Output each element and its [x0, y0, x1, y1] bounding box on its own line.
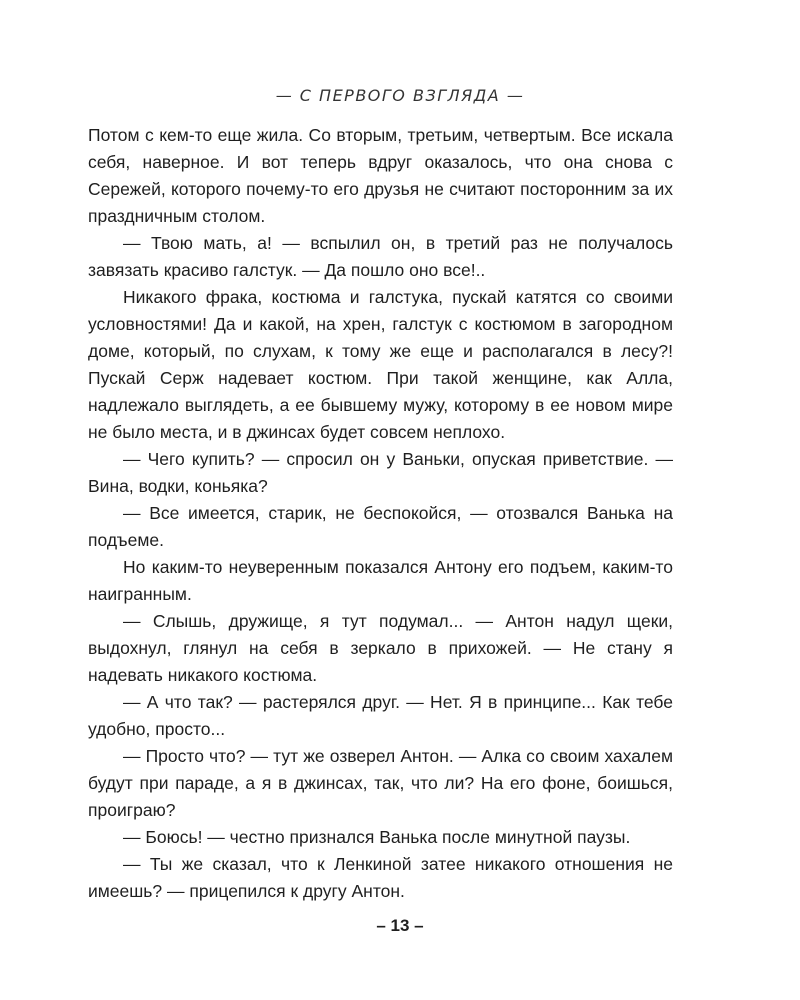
paragraph: — Чего купить? — спросил он у Ваньки, опуская приветствие. — Вина, водки, коньяка? — [88, 449, 673, 496]
paragraph: — Просто что? — тут же озверел Антон. — Алка со своим хахалем будут при параде, а я в джинсах, так, что ли? На его фоне, боишься, проиграю? — [88, 746, 673, 820]
paragraph: — Ты же сказал, что к Ленкиной затее никакого отношения не имеешь? — прицепился к другу Антон. — [88, 854, 673, 901]
paragraph: Никакого фрака, костюма и галстука, пускай катятся со своими условностями! Да и какой, на хрен, галстук с костюмом в загородном доме, который, по слухам, к тому же еще и располагался в лесу?! Пускай Серж надевает костюм. При такой женщине, как Алла, надлежало выглядеть, а ее бывшему мужу, которому в ее новом мире не было места, и в джинсах будет совсем неплохо. — [88, 287, 673, 442]
running-head: — С ПЕРВОГО ВЗГЛЯДА — — [275, 86, 525, 105]
paragraph: Но каким-то неуверенным показался Антону его подъем, каким-то наигранным. — [88, 557, 673, 604]
paragraph: Потом с кем-то еще жила. Со вторым, третьим, четвертым. Все искала себя, наверное. И вот теперь вдруг оказалось, что она снова с Сережей, которого почему-то его друзья не считают посторонним за их праздничным столом. — [88, 125, 673, 226]
paragraph: — Боюсь! — честно признался Ванька после минутной паузы. — [123, 827, 631, 847]
body-text — [88, 122, 673, 905]
paragraph: — Твою мать, а! — вспылил он, в третий раз не получалось завязать красиво галстук. — Да пошло оно все!.. — [88, 233, 673, 280]
paragraph: — Слышь, дружище, я тут подумал... — Антон надул щеки, выдохнул, глянул на себя в зеркало в прихожей. — Не стану я надевать никакого костюма. — [88, 611, 673, 685]
paragraph: — А что так? — растерялся друг. — Нет. Я в принципе... Как тебе удобно, просто... — [88, 692, 673, 739]
paragraph: — Все имеется, старик, не беспокойся, — отозвался Ванька на подъеме. — [88, 503, 673, 550]
page-number: – 13 – — [376, 916, 424, 935]
